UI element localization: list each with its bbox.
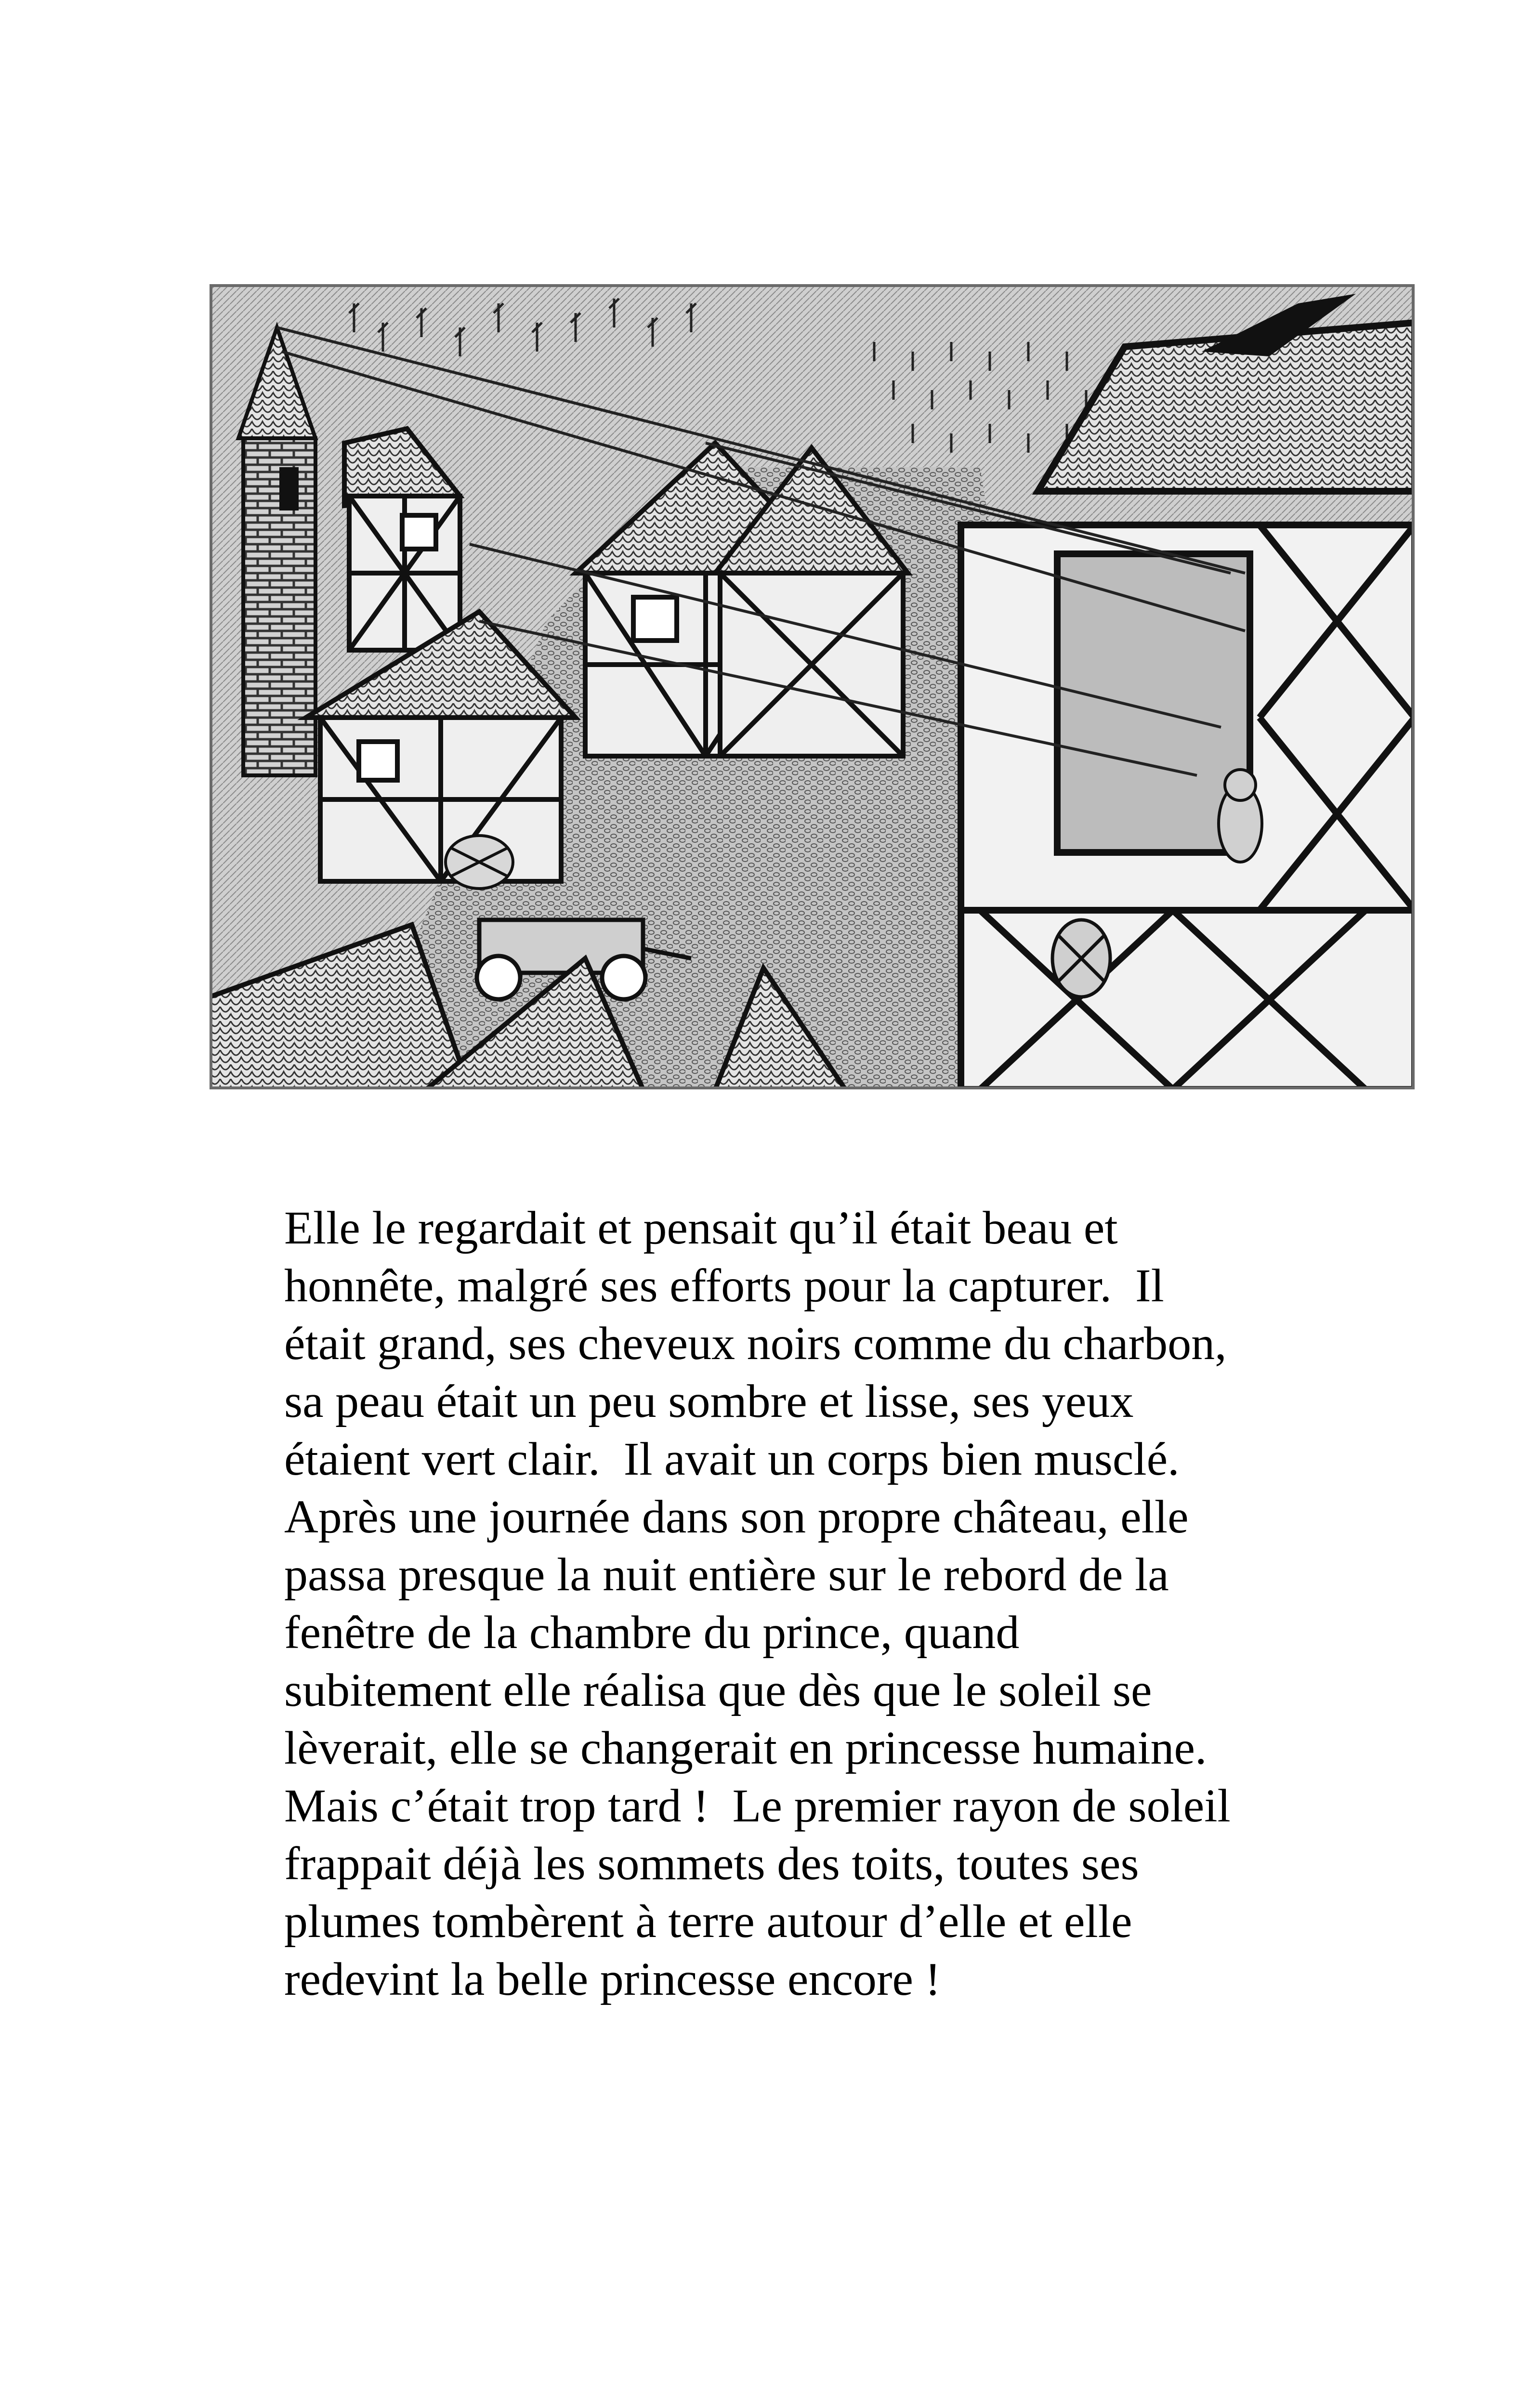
story-line: plumes tombèrent à terre autour d’elle et elle [284, 1896, 1132, 1948]
illustration-drawing [210, 284, 1415, 1089]
story-line: était grand, ses cheveux noirs comme du charbon, [284, 1318, 1227, 1370]
story-line: subitement elle réalisa que dès que le soleil se [284, 1664, 1152, 1716]
story-line: lèverait, elle se changerait en princesse humaine. [284, 1722, 1207, 1774]
story-line: Après une journée dans son propre château, elle [284, 1491, 1189, 1543]
story-line: redevint la belle princesse encore ! [284, 1953, 941, 2005]
village-illustration [210, 284, 1415, 1089]
story-line: Elle le regardait et pensait qu’il était beau et [284, 1202, 1118, 1254]
window-icon [279, 467, 299, 510]
bird-icon [1219, 770, 1262, 862]
story-line: passa presque la nuit entière sur le rebord de la [284, 1549, 1169, 1601]
story-paragraph [284, 1199, 1392, 2008]
story-line: frappait déjà les sommets des toits, toutes ses [284, 1838, 1139, 1890]
basket-icon [1052, 920, 1110, 997]
window-icon [633, 597, 677, 641]
story-line: fenêtre de la chambre du prince, quand [284, 1607, 1020, 1659]
story-line: étaient vert clair. Il avait un corps bien musclé. [284, 1433, 1180, 1485]
basket-icon [446, 836, 513, 889]
window-icon [402, 515, 436, 549]
window-icon [359, 742, 397, 780]
story-line: sa peau était un peu sombre et lisse, ses yeux [284, 1375, 1134, 1427]
story-line: honnête, malgré ses efforts pour la capturer. Il [284, 1260, 1164, 1312]
story-line: Mais c’était trop tard ! Le premier rayon de soleil [284, 1780, 1231, 1832]
